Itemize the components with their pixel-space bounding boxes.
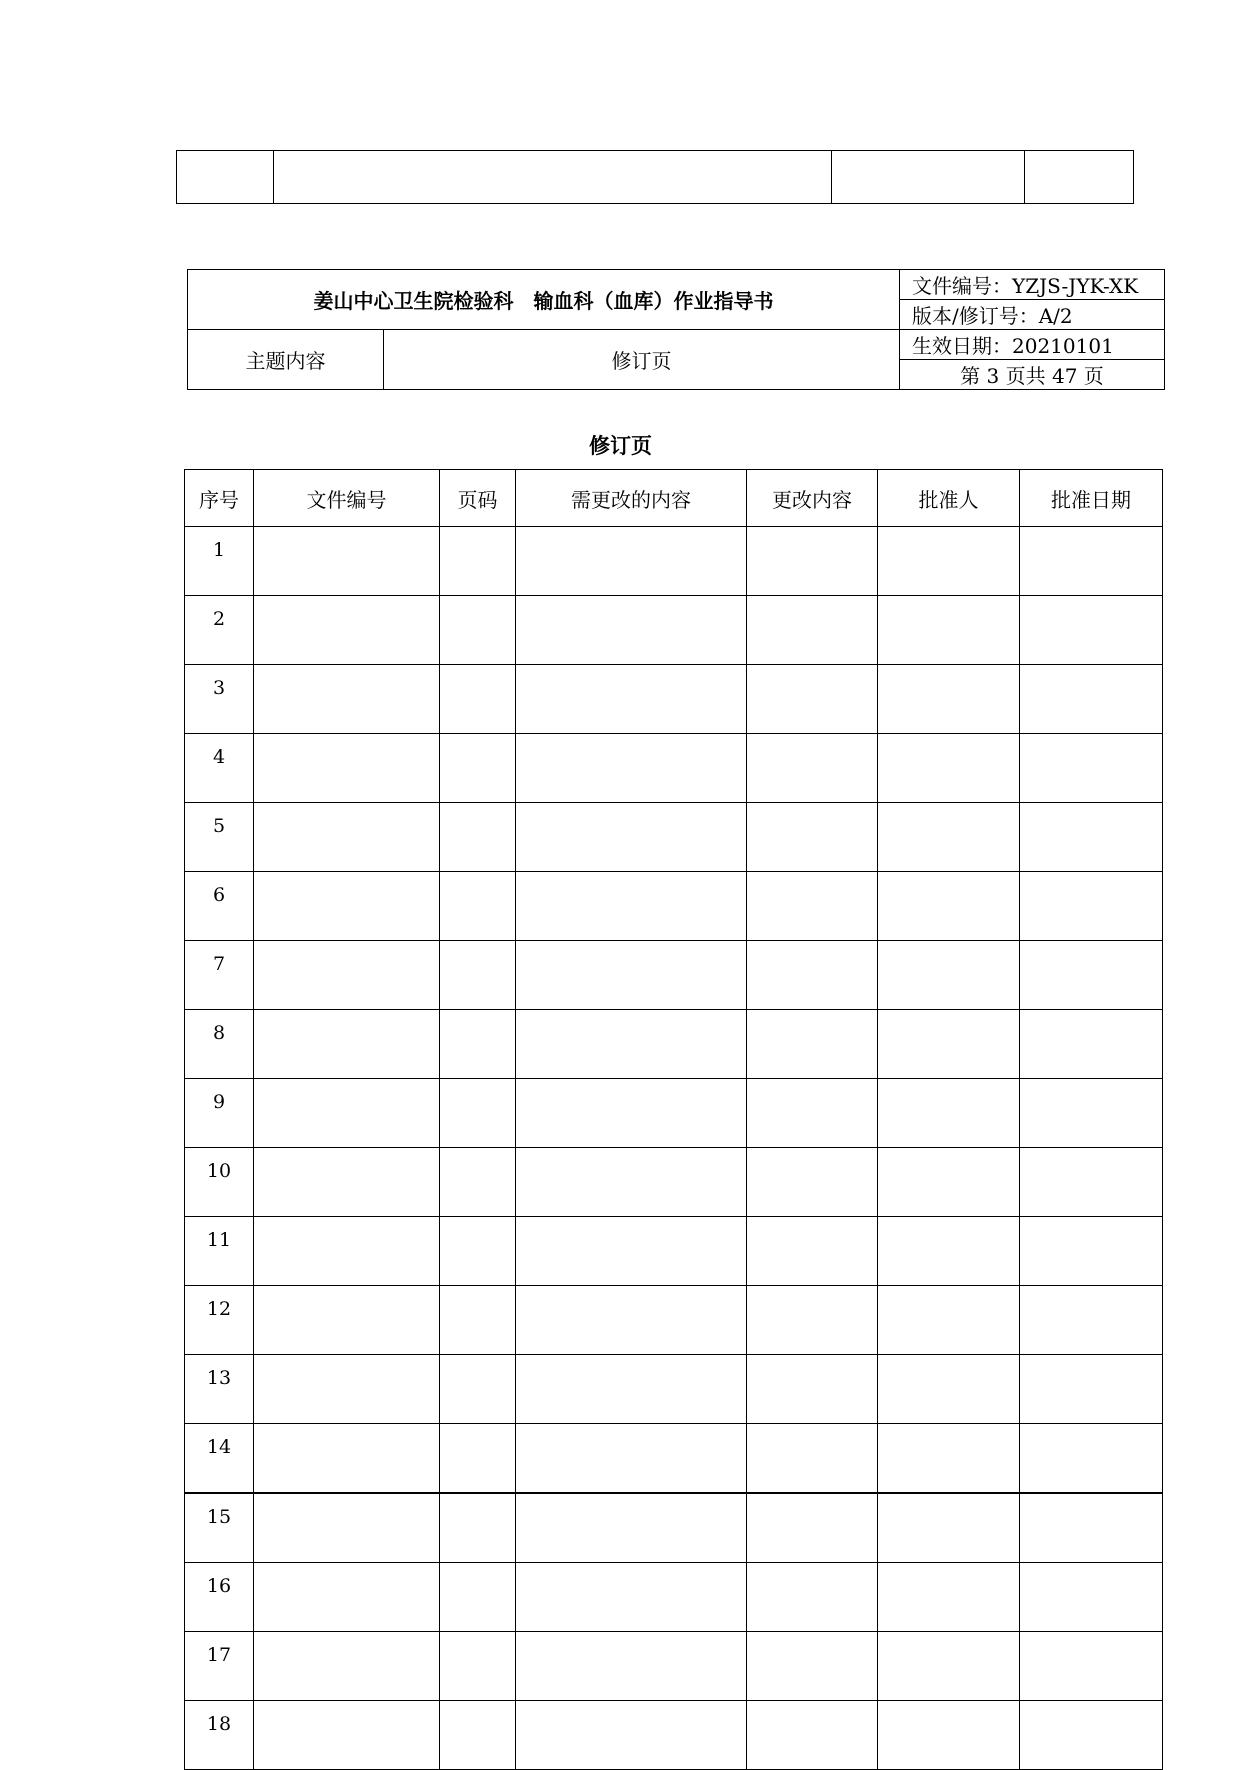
row-number: 10 [185,1148,254,1217]
empty-cell [1020,1217,1163,1286]
empty-cell [440,527,516,596]
empty-cell [1020,1632,1163,1701]
empty-cell [747,665,878,734]
table-row [185,872,1163,941]
empty-cell [878,1424,1020,1494]
empty-cell [440,941,516,1010]
empty-cell [747,1010,878,1079]
empty-cell [516,1563,747,1632]
empty-cell [1020,1424,1163,1494]
empty-cell [878,1217,1020,1286]
empty-cell [516,1217,747,1286]
empty-cell [1020,1286,1163,1355]
empty-cell [1020,872,1163,941]
empty-cell [516,1424,747,1494]
empty-cell [254,1010,440,1079]
empty-cell [747,1217,878,1286]
empty-cell [747,527,878,596]
row-number: 9 [185,1079,254,1148]
table-row [185,527,1163,596]
table-row [185,1010,1163,1079]
empty-cell [878,941,1020,1010]
empty-cell [878,1355,1020,1424]
empty-cell [878,596,1020,665]
empty-cell [440,1632,516,1701]
table-row [185,1493,1163,1563]
empty-cell [1020,1355,1163,1424]
empty-cell [516,596,747,665]
empty-cell [254,1701,440,1770]
empty-cell [516,803,747,872]
empty-cell [254,941,440,1010]
row-number: 12 [185,1286,254,1355]
empty-cell [878,1701,1020,1770]
empty-cell [516,1010,747,1079]
empty-cell [440,1493,516,1563]
empty-cell [516,665,747,734]
empty-cell [878,1286,1020,1355]
empty-cell [878,1632,1020,1701]
empty-cell [254,1632,440,1701]
empty-cell [878,1493,1020,1563]
empty-cell [747,1424,878,1494]
empty-cell [1020,665,1163,734]
empty-cell [1020,1563,1163,1632]
org-title: 姜山中心卫生院检验科 输血科（血库）作业指导书 [188,270,900,330]
empty-cell [878,734,1020,803]
empty-cell [878,665,1020,734]
empty-cell [1020,1079,1163,1148]
column-header: 序号 [185,470,254,527]
empty-cell [1020,803,1163,872]
empty-cell [254,1286,440,1355]
doc-number: 文件编号：YZJS-JYK-XK [900,270,1165,300]
document-header-table [187,269,1165,390]
row-number: 5 [185,803,254,872]
row-number: 15 [185,1493,254,1563]
column-header: 更改内容 [747,470,878,527]
empty-cell [747,872,878,941]
table-row [185,734,1163,803]
empty-cell [516,872,747,941]
empty-cell [878,803,1020,872]
empty-cell [878,1010,1020,1079]
row-number: 8 [185,1010,254,1079]
empty-cell [440,803,516,872]
empty-cell [516,527,747,596]
empty-cell [1020,1010,1163,1079]
table-row [185,803,1163,872]
page-number: 第 3 页共 47 页 [900,360,1165,390]
empty-cell [254,1355,440,1424]
row-number: 1 [185,527,254,596]
page-title: 修订页 [589,434,652,458]
empty-cell [440,1424,516,1494]
empty-cell [1020,527,1163,596]
revision-table [184,469,1163,1770]
empty-cell [516,1148,747,1217]
row-number: 13 [185,1355,254,1424]
table-row [185,596,1163,665]
empty-cell [254,734,440,803]
top-blank-cell [177,151,274,204]
empty-cell [516,1079,747,1148]
table-row [185,1148,1163,1217]
empty-cell [747,1632,878,1701]
empty-cell [747,1493,878,1563]
table-row [185,1563,1163,1632]
empty-cell [747,1563,878,1632]
table-row [185,1217,1163,1286]
top-blank-cell [832,151,1025,204]
row-number: 2 [185,596,254,665]
empty-cell [440,1355,516,1424]
revision-header-row [185,470,1163,527]
table-row [185,1701,1163,1770]
empty-cell [440,1701,516,1770]
subject-value: 修订页 [384,330,900,390]
row-number: 6 [185,872,254,941]
empty-cell [440,1563,516,1632]
column-header: 页码 [440,470,516,527]
empty-cell [254,596,440,665]
empty-cell [254,872,440,941]
empty-cell [440,734,516,803]
empty-cell [440,1286,516,1355]
empty-cell [1020,1701,1163,1770]
empty-cell [747,1355,878,1424]
empty-cell [878,1563,1020,1632]
empty-cell [516,941,747,1010]
empty-cell [747,1148,878,1217]
empty-cell [1020,941,1163,1010]
empty-cell [254,1079,440,1148]
empty-cell [747,1286,878,1355]
table-row [185,1286,1163,1355]
empty-cell [440,1148,516,1217]
empty-cell [747,941,878,1010]
empty-cell [1020,1493,1163,1563]
empty-cell [878,1148,1020,1217]
table-row [185,1424,1163,1494]
empty-cell [516,1632,747,1701]
empty-cell [254,527,440,596]
empty-cell [440,1010,516,1079]
empty-cell [440,665,516,734]
empty-cell [747,734,878,803]
row-number: 7 [185,941,254,1010]
empty-cell [516,1355,747,1424]
empty-cell [254,665,440,734]
empty-cell [878,872,1020,941]
empty-cell [254,1424,440,1494]
row-number: 11 [185,1217,254,1286]
empty-cell [747,1701,878,1770]
table-row [185,1355,1163,1424]
empty-cell [1020,1148,1163,1217]
row-number: 17 [185,1632,254,1701]
table-row [185,1079,1163,1148]
table-row [185,1632,1163,1701]
revision-table-body [185,527,1163,1770]
top-blank-cell [1025,151,1134,204]
empty-cell [878,1079,1020,1148]
empty-cell [878,527,1020,596]
empty-cell [1020,596,1163,665]
row-number: 18 [185,1701,254,1770]
column-header: 文件编号 [254,470,440,527]
empty-cell [747,803,878,872]
column-header: 批准日期 [1020,470,1163,527]
row-number: 4 [185,734,254,803]
empty-cell [254,1217,440,1286]
empty-cell [440,872,516,941]
table-row [185,665,1163,734]
empty-cell [254,803,440,872]
row-number: 14 [185,1424,254,1494]
empty-cell [254,1148,440,1217]
column-header: 需更改的内容 [516,470,747,527]
empty-cell [516,1286,747,1355]
top-blank-table [176,150,1134,204]
empty-cell [747,596,878,665]
empty-cell [516,1701,747,1770]
empty-cell [440,1217,516,1286]
table-row [185,941,1163,1010]
subject-label: 主题内容 [188,330,384,390]
top-blank-cell [274,151,832,204]
empty-cell [1020,734,1163,803]
effective-date: 生效日期：20210101 [900,330,1165,360]
row-number: 3 [185,665,254,734]
empty-cell [440,1079,516,1148]
row-number: 16 [185,1563,254,1632]
empty-cell [516,734,747,803]
empty-cell [254,1493,440,1563]
top-blank-row [177,151,1134,204]
empty-cell [516,1493,747,1563]
column-header: 批准人 [878,470,1020,527]
empty-cell [440,596,516,665]
empty-cell [747,1079,878,1148]
version-number: 版本/修订号：A/2 [900,300,1165,330]
empty-cell [254,1563,440,1632]
